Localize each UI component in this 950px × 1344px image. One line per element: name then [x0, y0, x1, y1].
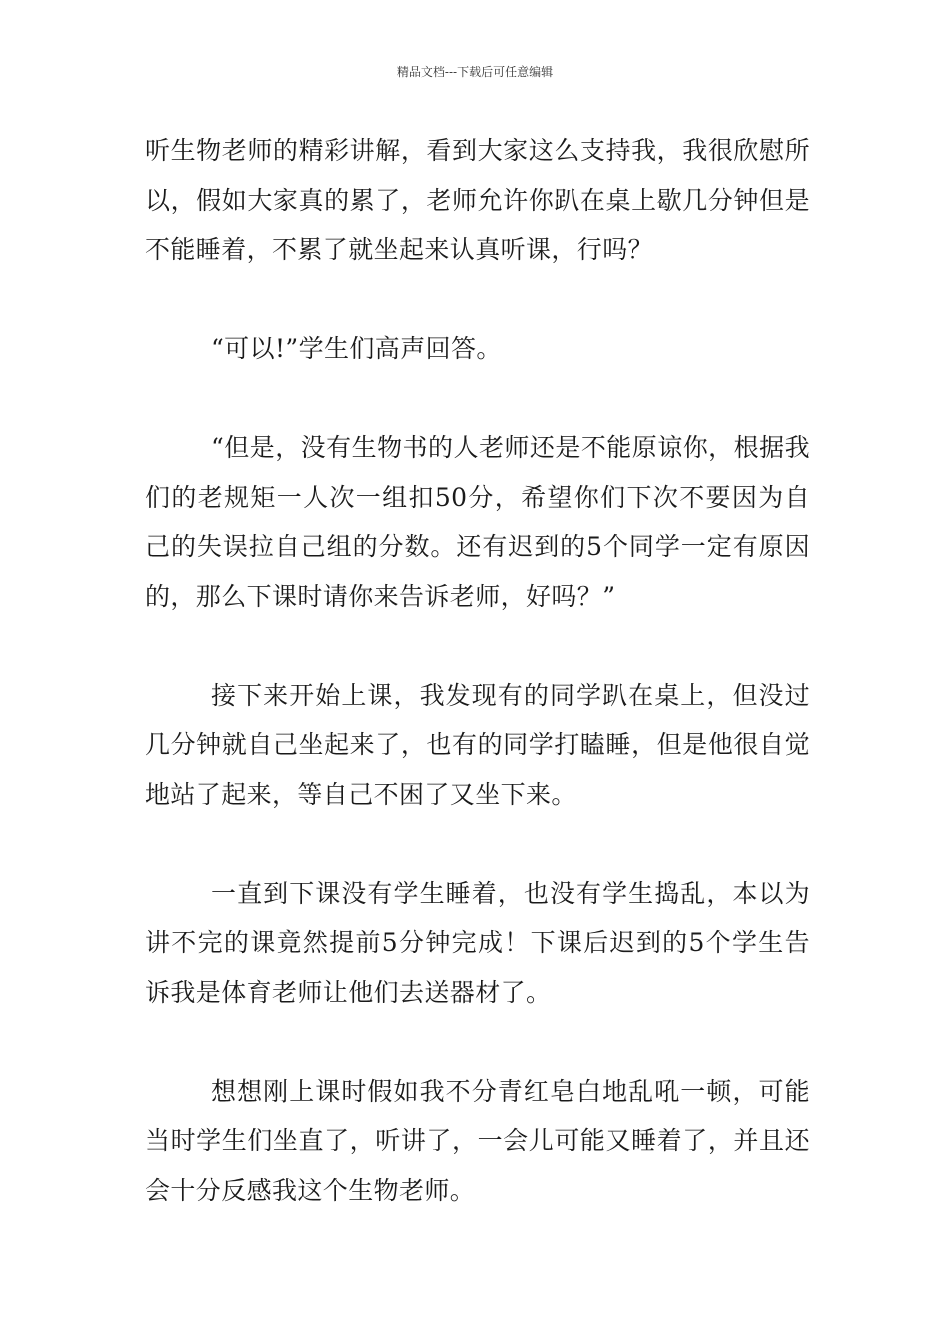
- document-body: [145, 126, 810, 1215]
- paragraph-6: 想想刚上课时假如我不分青红皂白地乱吼一顿，可能当时学生们坐直了，听讲了，一会儿可能又睡着了，并且还会十分反感我这个生物老师。: [145, 1076, 810, 1205]
- paragraph-2: “可以!”学生们高声回答。: [211, 334, 502, 363]
- paragraph-3: “但是，没有生物书的人老师还是不能原谅你，根据我们的老规矩一人次一组扣50分，希望你们下次不要因为自己的失误拉自己组的分数。还有迟到的5个同学一定有原因的，那么下课时请你来告诉老师，好吗？”: [145, 433, 810, 611]
- paragraph-4: 接下来开始上课，我发现有的同学趴在桌上，但没过几分钟就自己坐起来了，也有的同学打瞌睡，但是他很自觉地站了起来，等自己不困了又坐下来。: [145, 680, 810, 809]
- page-header: 精品文档---下载后可任意编辑: [396, 65, 554, 79]
- paragraph-1: 听生物老师的精彩讲解，看到大家这么支持我，我很欣慰所以，假如大家真的累了，老师允许你趴在桌上歇几分钟但是不能睡着，不累了就坐起来认真听课，行吗？: [145, 136, 810, 264]
- paragraph-5: 一直到下课没有学生睡着，也没有学生捣乱，本以为讲不完的课竟然提前5分钟完成！下课后迟到的5个学生告诉我是体育老师让他们去送器材了。: [145, 878, 810, 1007]
